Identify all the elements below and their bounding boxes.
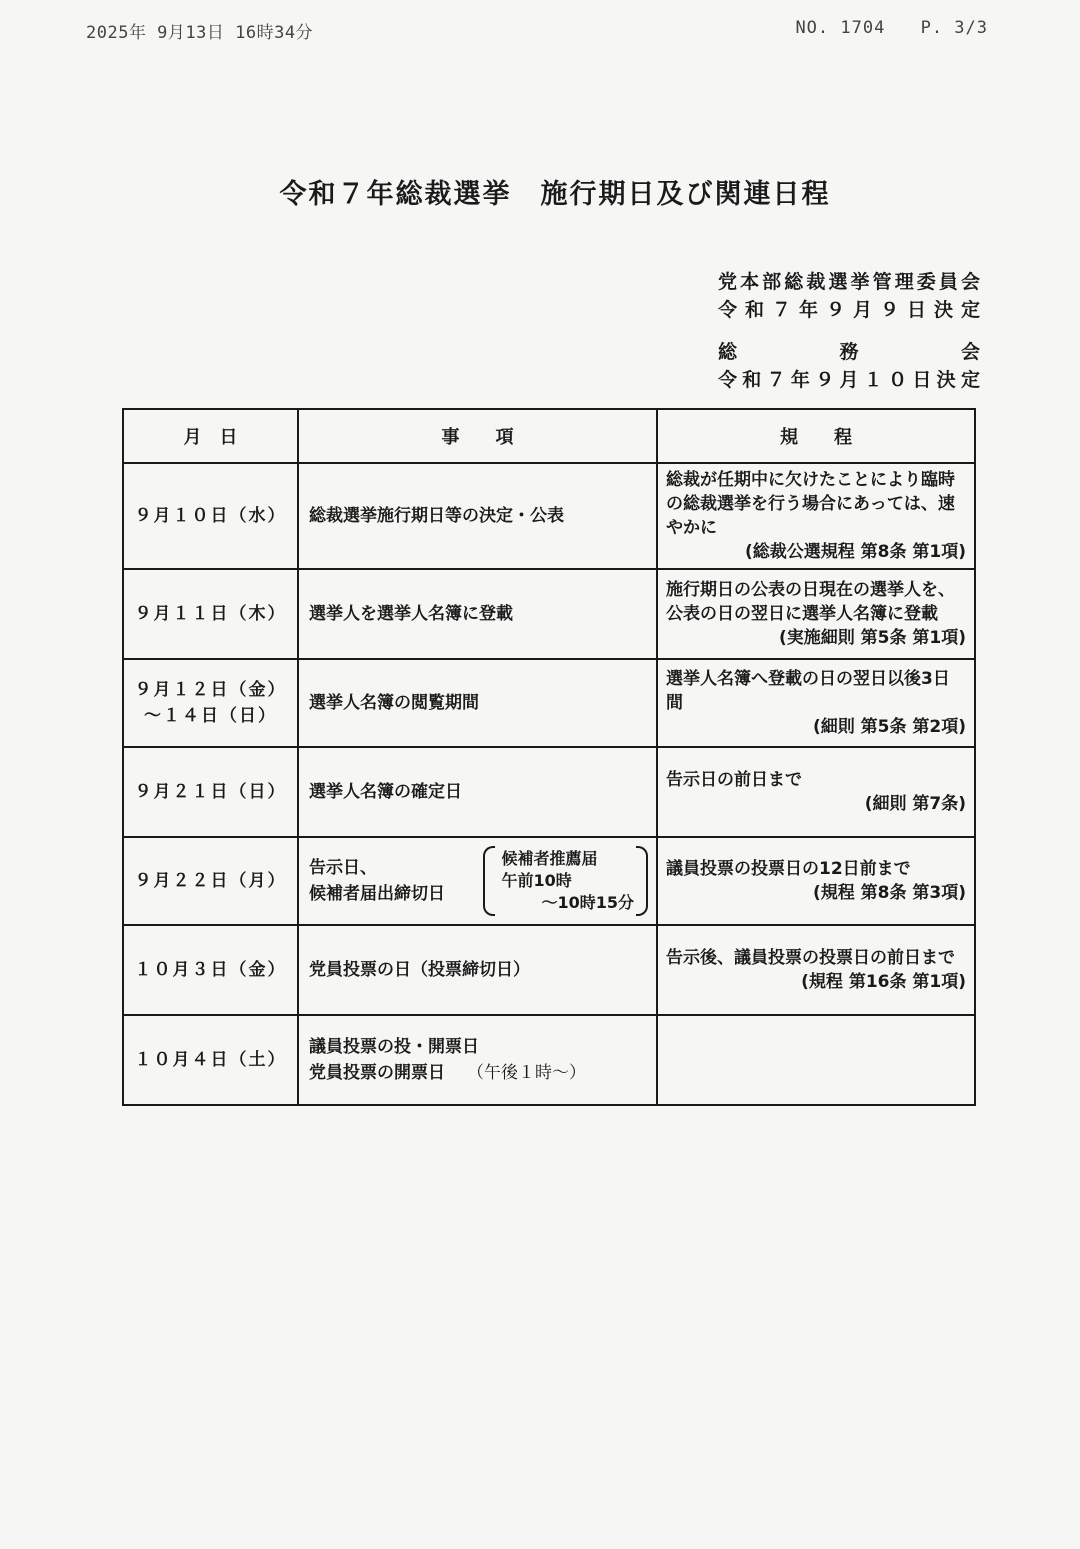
time-note: （午後１時～） bbox=[467, 1063, 586, 1083]
rule-cell: 選挙人名簿へ登載の日の翌日以後3日間 (細則 第5条 第2項) bbox=[657, 659, 975, 747]
fax-page: P. 3/3 bbox=[920, 18, 988, 38]
item-cell: 総裁選挙施行期日等の決定・公表 bbox=[298, 463, 657, 569]
rule-cell-empty bbox=[657, 1015, 975, 1105]
table-row bbox=[123, 925, 975, 1015]
table-row bbox=[123, 659, 975, 747]
date-cell: １０月４日（土） bbox=[123, 1015, 298, 1105]
issuer-decision-date: 令和７年９月１０日決定 bbox=[718, 369, 980, 391]
item-cell: 選挙人名簿の確定日 bbox=[298, 747, 657, 837]
schedule-table bbox=[122, 408, 976, 1106]
issuer-name: 総 務 会 bbox=[718, 341, 980, 363]
rule-reference: (総裁公選規程 第8条 第1項) bbox=[744, 542, 966, 562]
table-row bbox=[123, 569, 975, 659]
item-cell: 党員投票の日（投票締切日） bbox=[298, 925, 657, 1015]
date-cell: ９月２２日（月） bbox=[123, 837, 298, 925]
rule-reference: (細則 第5条 第2項) bbox=[812, 717, 966, 737]
table-row bbox=[123, 1015, 975, 1105]
date-cell: ９月２１日（日） bbox=[123, 747, 298, 837]
rule-reference: (実施細則 第5条 第1項) bbox=[778, 628, 966, 648]
column-header-item: 事 項 bbox=[298, 409, 657, 463]
rule-reference: (規程 第8条 第3項) bbox=[812, 883, 966, 903]
issuer-decision-date: 令 和 ７ 年 ９ 月 ９ 日 決 定 bbox=[718, 299, 980, 321]
table-row bbox=[123, 837, 975, 925]
rule-cell: 総裁が任期中に欠けたことにより臨時の総裁選挙を行う場合にあっては、速やかに (総裁公選規程 第8条 第1項) bbox=[657, 463, 975, 569]
issuer-block bbox=[718, 268, 980, 394]
issuer-name: 党本部総裁選挙管理委員会 bbox=[718, 271, 980, 293]
item-cell: 議員投票の投・開票日 党員投票の開票日 （午後１時～） bbox=[298, 1015, 657, 1105]
column-header-date: 月 日 bbox=[123, 409, 298, 463]
item-cell: 告示日、 候補者届出締切日 候補者推薦届 午前10時 ～10時15分 bbox=[298, 837, 657, 925]
candidate-recommendation-bracket: 候補者推薦届 午前10時 ～10時15分 bbox=[483, 846, 648, 916]
rule-cell: 告示日の前日まで (細則 第7条) bbox=[657, 747, 975, 837]
column-header-rule: 規 程 bbox=[657, 409, 975, 463]
document-title: 令和７年総裁選挙 施行期日及び関連日程 bbox=[279, 179, 831, 210]
rule-cell: 施行期日の公表の日現在の選挙人を、公表の日の翌日に選挙人名簿に登載 (実施細則 第5条 第1項) bbox=[657, 569, 975, 659]
date-cell: １０月３日（金） bbox=[123, 925, 298, 1015]
table-row bbox=[123, 463, 975, 569]
fax-timestamp: 2025年 9月13日 16時34分 bbox=[86, 23, 314, 43]
rule-reference: (規程 第16条 第1項) bbox=[801, 972, 966, 992]
date-cell: ９月１２日（金） ～１４日（日） bbox=[123, 659, 298, 747]
date-cell: ９月１１日（木） bbox=[123, 569, 298, 659]
table-header-row bbox=[123, 409, 975, 463]
fax-page-info bbox=[771, 18, 988, 38]
rule-reference: (細則 第7条) bbox=[864, 794, 966, 814]
item-cell: 選挙人名簿の閲覧期間 bbox=[298, 659, 657, 747]
rule-cell: 議員投票の投票日の12日前まで (規程 第8条 第3項) bbox=[657, 837, 975, 925]
table-row bbox=[123, 747, 975, 837]
date-cell: ９月１０日（水） bbox=[123, 463, 298, 569]
rule-cell: 告示後、議員投票の投票日の前日まで (規程 第16条 第1項) bbox=[657, 925, 975, 1015]
item-cell: 選挙人を選挙人名簿に登載 bbox=[298, 569, 657, 659]
fax-number: NO. 1704 bbox=[795, 18, 886, 38]
